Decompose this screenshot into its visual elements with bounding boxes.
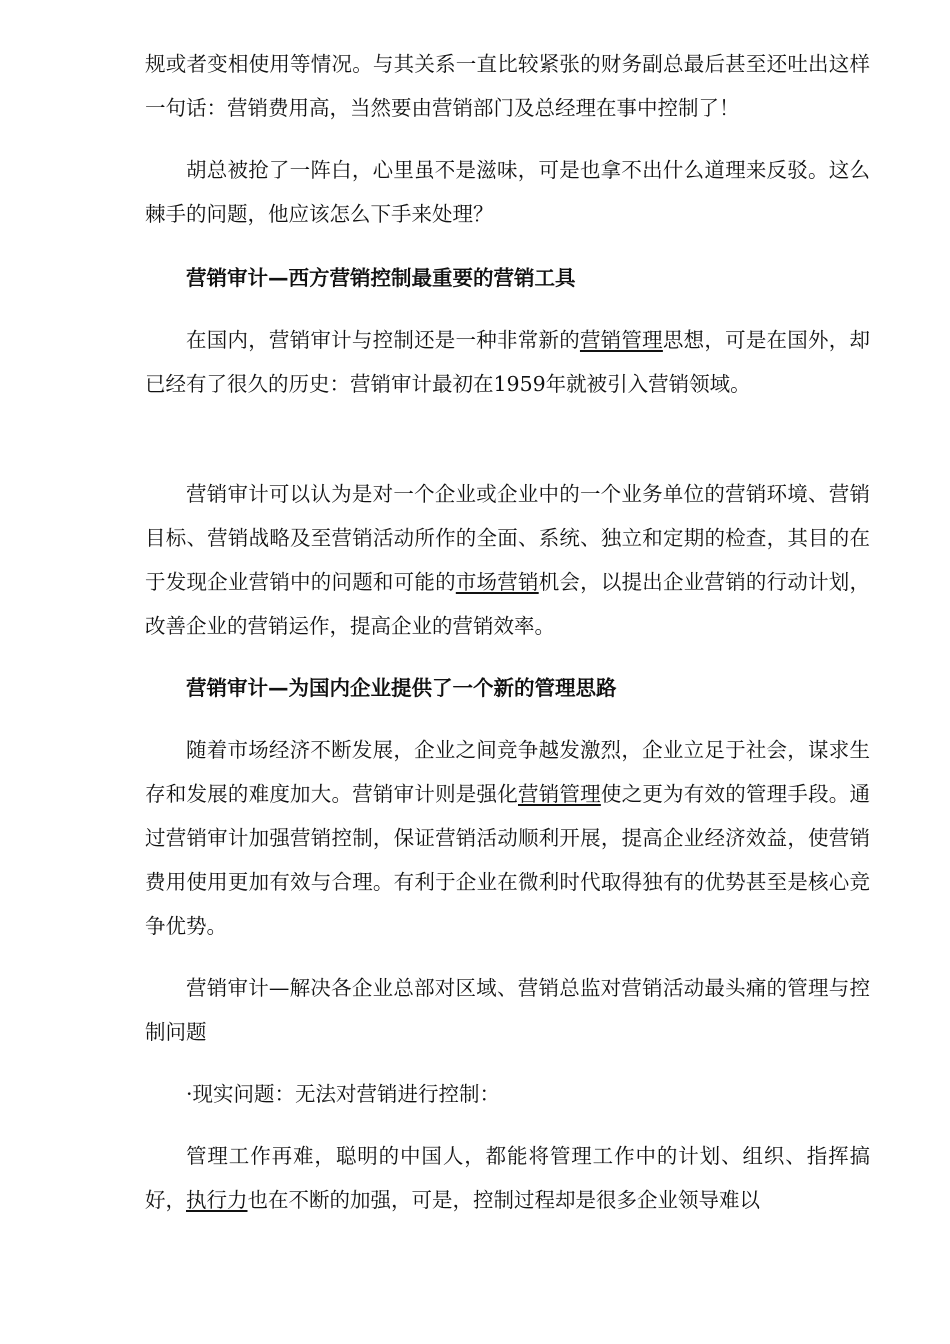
text-segment: 管理工作再难，聪明的中国人，都能将管理工作中的计划、组织、指挥搞好， — [145, 1144, 870, 1212]
text-segment: 使之更为有效的管理手段。通过营销审计加强营销控制，保证营销活动顺利开展，提高企业经济效益，使营销费用使用更加有效与合理。有利于企业在微利时代取得独有的优势甚至是核心竞争优势。 — [145, 782, 871, 938]
text-segment: 营销审计可以认为是对一个企业或企业中的一个业务单位的营销环境、营销目标、营销战略及至营销活动所作的全面、系统、独立和定期的检查，其目的在于发现企业营销中的问题和可能的 — [145, 482, 870, 594]
text-segment: 也在不断的加强，可是，控制过程却是很多企业领导难以 — [247, 1188, 760, 1212]
text-segment: 机会，以提出企业营销的行动计划，改善企业的营销运作，提高企业的营销效率。 — [145, 570, 871, 638]
paragraph-management-difficulty — [145, 1134, 870, 1222]
text-segment: 在国内，营销审计与控制还是一种非常新的 — [186, 328, 580, 352]
paragraph-continuation: 规或者变相使用等情况。与其关系一直比较紧张的财务副总最后甚至还吐出这样一句话：营销费用高，当然要由营销部门及总经理在事中控制了！ — [145, 52, 870, 120]
paragraph-real-problem: ·现实问题：无法对营销进行控制： — [186, 1082, 501, 1106]
paragraph-market-economy — [145, 728, 870, 948]
paragraph-marketing-audit-definition — [145, 472, 870, 648]
text-segment: 随着市场经济不断发展，企业之间竞争越发激烈，企业立足于社会，谋求生存和发展的难度加大。营销审计则是强化 — [145, 738, 870, 806]
document-body — [145, 42, 870, 1222]
link-market-marketing[interactable]: 市场营销 — [455, 570, 539, 594]
text-segment: 思想，可是在国外，却已经有了很久的历史：营销审计最初在1959年就被引入营销领域。 — [145, 328, 870, 396]
section-heading-new-approach: 营销审计—为国内企业提供了一个新的管理思路 — [186, 676, 617, 700]
section-heading-western-tool: 营销审计—西方营销控制最重要的营销工具 — [186, 266, 576, 290]
paragraph-hu-reaction: 胡总被抢了一阵白，心里虽不是滋味，可是也拿不出什么道理来反驳。这么棘手的问题，他应该怎么下手来处理？ — [145, 158, 870, 226]
paragraph-marketing-audit-history — [145, 318, 870, 406]
link-execution[interactable]: 执行力 — [186, 1188, 248, 1212]
link-marketing-management[interactable]: 营销管理 — [517, 782, 601, 806]
paragraph-control-problem-title: 营销审计—解决各企业总部对区域、营销总监对营销活动最头痛的管理与控制问题 — [145, 976, 870, 1044]
link-marketing-management[interactable]: 营销管理 — [579, 328, 663, 352]
